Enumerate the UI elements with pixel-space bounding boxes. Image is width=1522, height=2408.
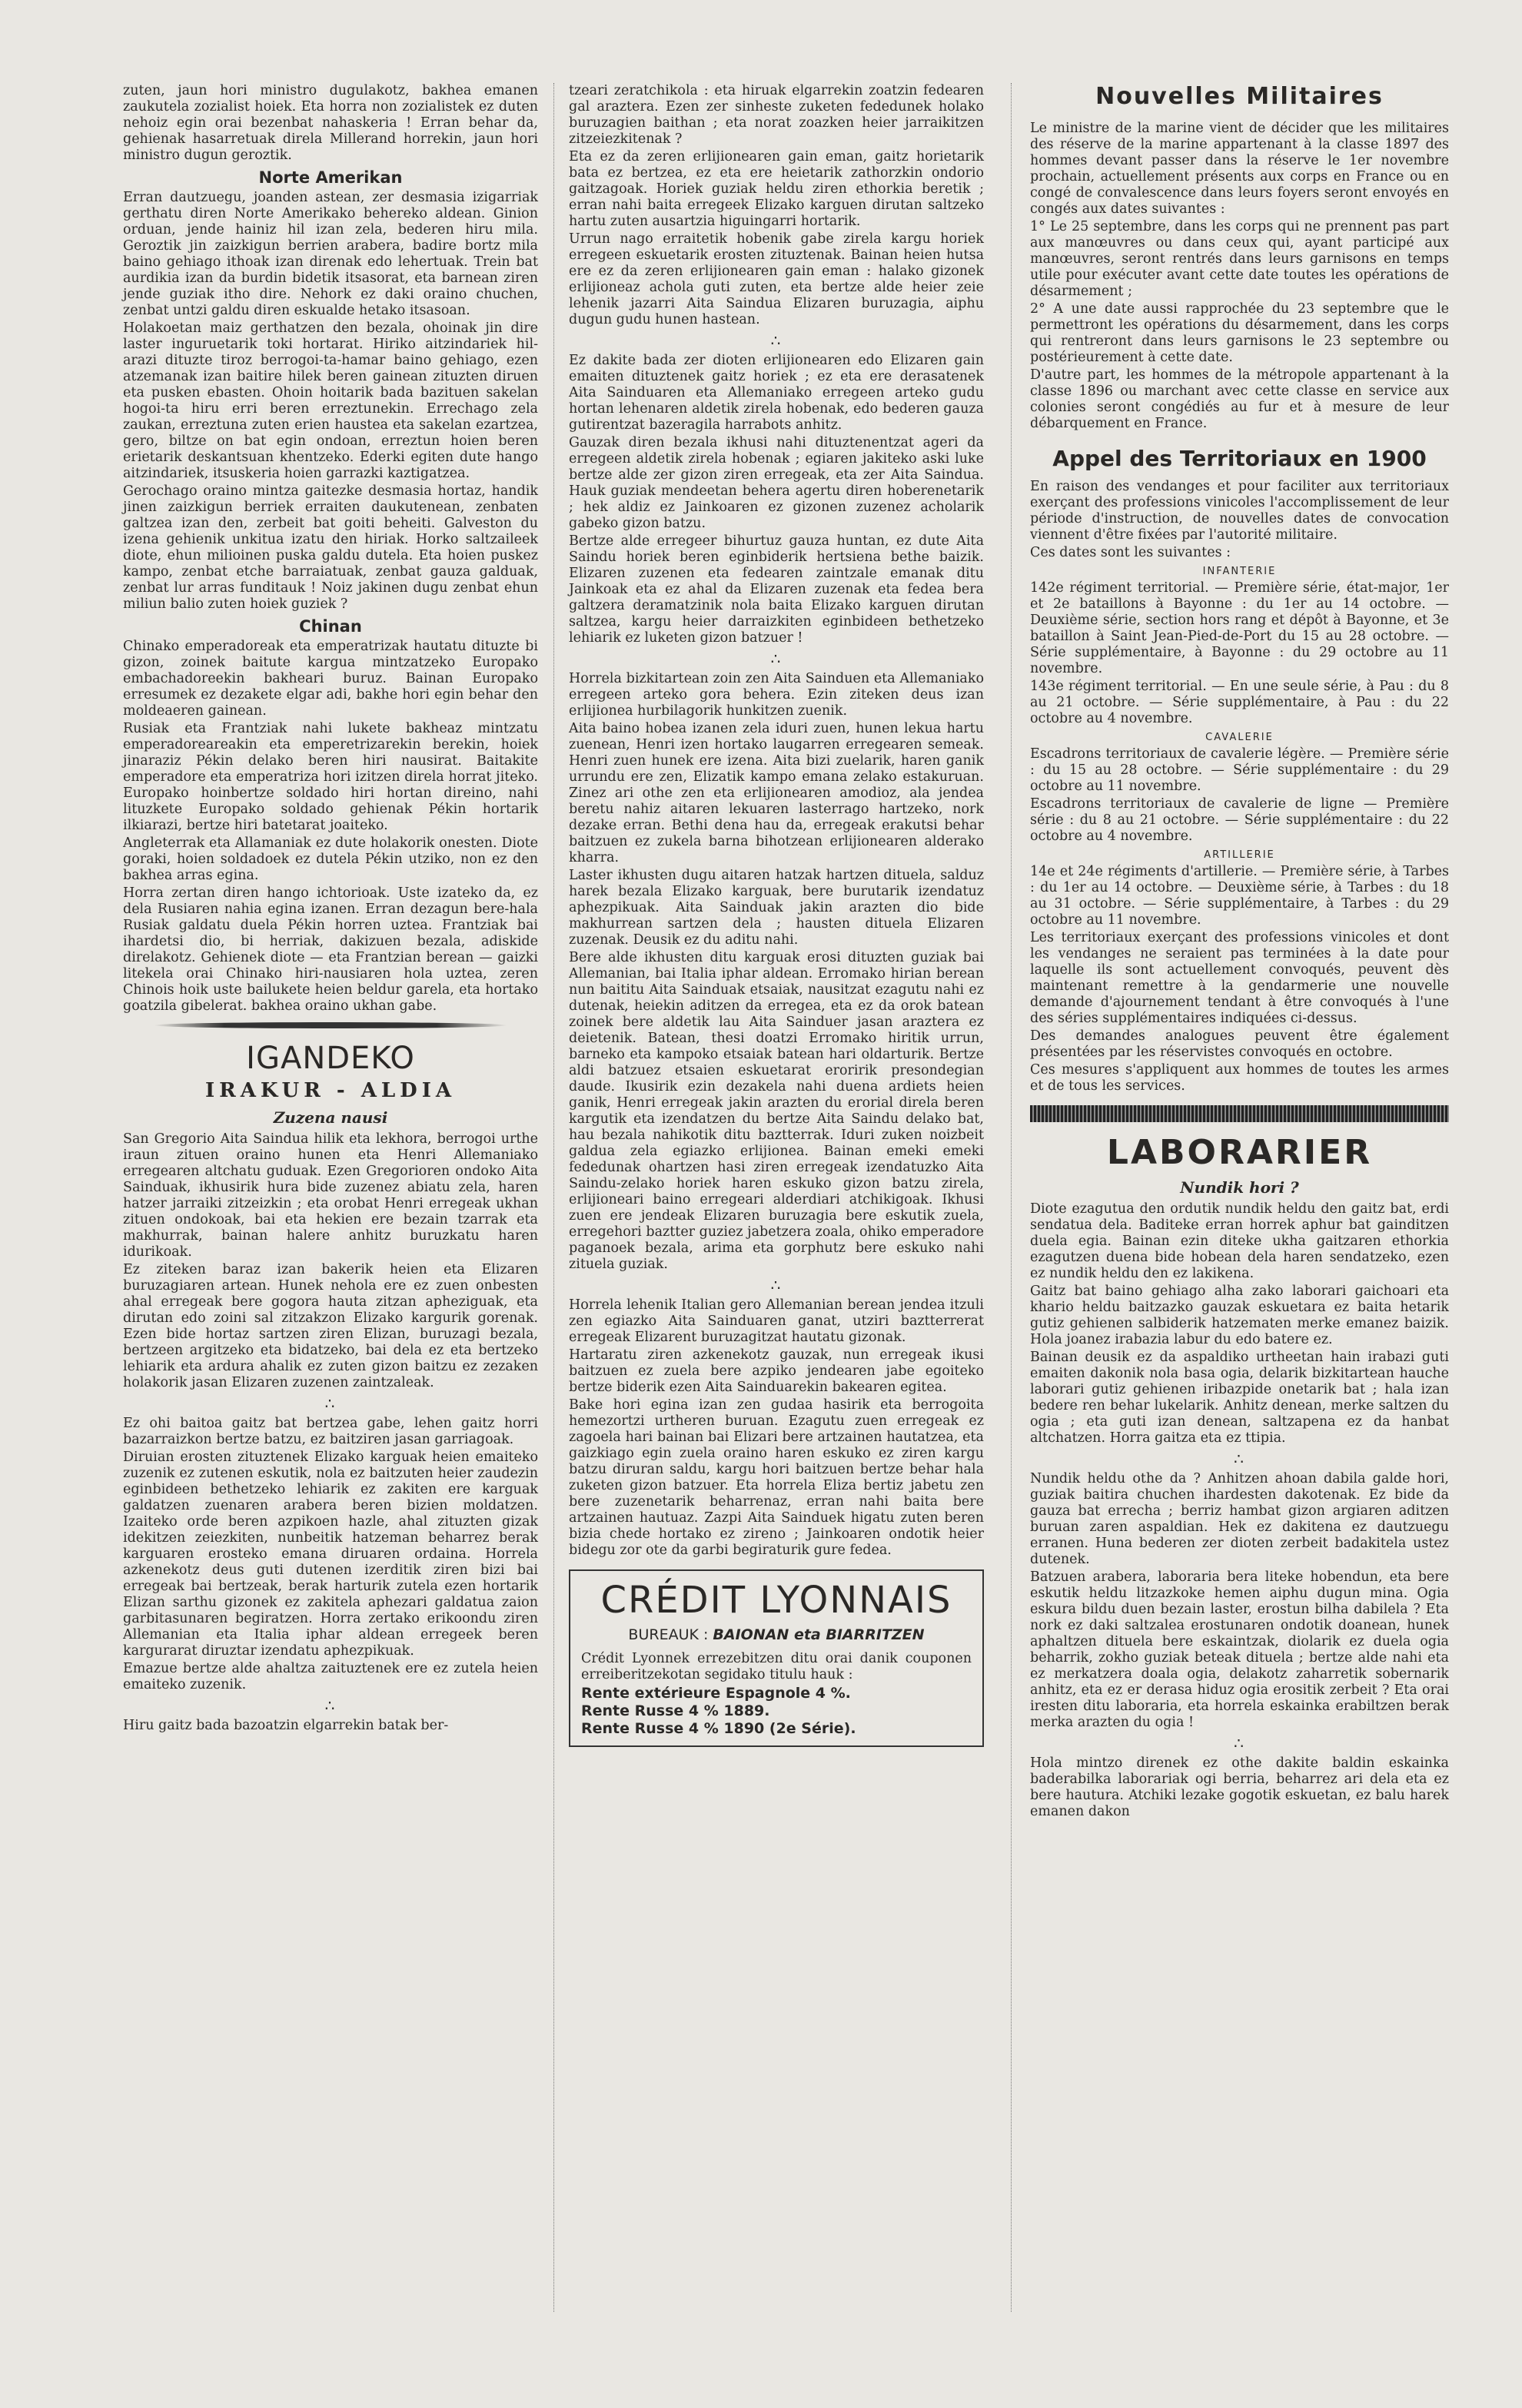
- irakur-aldia-heading: IRAKUR - ALDIA: [204, 1079, 457, 1102]
- credit-lyonnais-advertisement: [569, 1569, 984, 1747]
- article-paragraph: D'autre part, les hommes de la métropole appartenant à la classe 1896 ou marchant avec cette classe en service aux colonies seront congédiés au fur et à mesure de leur débarquement en France.: [1030, 367, 1449, 431]
- offices-label: BUREAUK :: [628, 1626, 709, 1643]
- article-paragraph: Ez dakite bada zer dioten erlijionearen edo Elizaren gain emaiten dituztenek gaitz horiek ; ez eta ere derasatenek Aita Sainduaren eta Allemaniako erregeen arteko gudu hortan lehenaren aldetik zirela hobenak, edo bederen gauza gutirentzat bazeragila harrabots anhitz.: [569, 353, 984, 433]
- article-paragraph: Hartaratu ziren azkenekotz gauzak, nun erregeak ikusi baitzuen ez zuela bere azpiko jendearen jabe egoiteko bertze biderik ezen Aita Sainduarekin bakearen egitea.: [569, 1347, 984, 1395]
- separator-dots: ∴: [324, 1394, 337, 1413]
- article-paragraph: San Gregorio Aita Saindua hilik eta lekhora, berrogoi urthe iraun zituen oraino hunen eta Henri Allemaniako erregearen altchatu guduak. Ezen Gregorioren ondoko Aita Sainduak, ikhusirik hura bide zuzenez abiatu zela, haren hatzer jarraiki zitzeizkin ; eta orobat Henri erregeak ukhan zituen ondokoak, bai eta hekien ere bezain tzarrak eta makhurrak, bainan halere anhitz buruzkatu haren idurikoak.: [123, 1131, 538, 1260]
- subheading-infanterie: INFANTERIE: [1202, 566, 1277, 577]
- decorative-rule: [1030, 1105, 1449, 1122]
- article-paragraph: Chinako emperadoreak eta emperatrizak hautatu dituzte bi gizon, zoinek baitute kargua mintzatzeko Europako embachadoreekin bakheari buruz. Bainan Europako erresumek ez dezakete elgar adi, bakhe hori egin behar den moldeaeren gainean.: [123, 639, 538, 719]
- section-heading-chinan: Chinan: [299, 617, 362, 636]
- article-paragraph: Eta ez da zeren erlijionearen gain eman, gaitz horietarik bata ez bertzea, ez eta ere heietarik zathorzkin ondorio gaitzagoak. Horiek guziak heldu ziren ethorkia beretik ; erran nahi baita erregeek Elizako karguen dirutan saltzeko hartu zuten ausartzia higuingarri hortarik.: [569, 149, 984, 229]
- section-heading-laborarier: LABORARIER: [1106, 1133, 1373, 1172]
- article-paragraph: 2° A une date aussi rapprochée du 23 septembre que le permettront les opérations du désarmement, dans les corps qui rentreront dans leurs garnisons le 23 septembre ou postérieurement à cette date.: [1030, 301, 1449, 365]
- decorative-rule: [154, 1022, 507, 1028]
- article-paragraph: Horrela bizkitartean zoin zen Aita Sainduen eta Allemaniako erregeen arteko gora behera. Ezin ziteken deus izan erlijionea hurbilagorik hunkitzen zuenik.: [569, 671, 984, 719]
- article-paragraph: Aita baino hobea izanen zela iduri zuen, hunen lekua hartu zuenean, Henri izen hortako laugarren erregearen semeak. Henri zuen hunek ere izena. Aita bizi zuelarik, haren ganik urrundu ere zen, Elizatik kampo emana zelako estakuruan. Zinez ari othe zen eta erlijionearen amodioz, ala jendea beretu nahiz aitaren lekuaren lasterrago hartzeko, nork dezake erran. Bethi dena hau da, erregeak erakutsi behar baitzuen ez zukela barna bihotzean erlijionearen alderako kharra.: [569, 721, 984, 865]
- article-paragraph: Angleterrak eta Allamaniak ez dute holakorik onesten. Diote goraki, hoien soldadoek ez dutela Pékin utziko, non ez den bakhea arras egina.: [123, 835, 538, 883]
- article-paragraph: Des demandes analogues peuvent être également présentées par les réservistes convoqués en octobre.: [1030, 1028, 1449, 1060]
- article-paragraph: Bere alde ikhusten ditu karguak erosi dituzten guziak bai Allemanian, bai Italia iphar aldean. Erromako hirian berean nun baititu Aita Sainduak etsaiak, nausitzat ezagutu nahi ez dutenak, heiekin aditzen da erregea, eta ez da orok batean zoinek bere aldetik lau Aita Sainduer jasan araztera ez deietenik. Batean, thesi doatzi Erromako hiritik urrun, barneko eta kampoko etsaiak batean hari oldarturik. Bertze aldi batzuez etsaien eskuetarat eroririk presondegian daude. Ikusirik ezin dezakela nahi duena ardiets heien ganik, Henri erregeak jakin arazten du erorial direla beren kargutik eta izendatzen du bertze Aita Saindu delako bat, hau bezala nahikotik ditu baztterrak. Iduri zuken noizbeit galdua zela egiazko erlijionea. Bainan emeki emeki fededunak ohartzen hasi ziren erregeak izendatuzko Aita Saindu-zelako horiek haren eskuko gizon batzu zirela, erlijioneari baino erregeari alderdiari atchikigoak. Ikhusi zuen ere jendeak Elizaren buruzagia bere eskutik zuela, erregehori baztter guziez jabetzera zoala, ohiko emperadore paganoek bezala, arima eta gorphutz bere eskuko nahi zituela guziak.: [569, 950, 984, 1272]
- article-paragraph: Ces dates sont les suivantes :: [1030, 545, 1231, 560]
- article-paragraph: Erran dautzuegu, joanden astean, zer desmasia izigarriak gerthatu diren Norte Amerikako behereko aldean. Ginion orduan, jende hainiz hil izan zela, bederen hiru mila. Geroztik jin zaizkigun berrien arabera, badire bortz mila baino gehiago ithoak izan direnak edo lehertuak. Trein bat aurdikia izan da burdin bidetik itsasorat, eta barnean ziren jende guziak itho dire. Nehork ez daki oraino chuchen, zenbat untzi galdu diren eskualde hetako itsasoan.: [123, 190, 538, 318]
- article-paragraph: Le ministre de la marine vient de décider que les militaires des réserve de la marine appartenant à la classe 1897 des hommes devant passer dans la réserve le 1er novembre prochain, actuellement présents aux corps en France ou en congé de convalescence dans leurs foyers seront envoyés en congés aux dates suivantes :: [1030, 121, 1449, 217]
- article-title-nundik-hori: Nundik hori ?: [1180, 1178, 1299, 1197]
- article-paragraph: Nundik heldu othe da ? Anhitzen ahoan dabila galde hori, guziak baitira chuchen ihardesten dakotenak. Ez bide da gauza bat errecha ; berriz hambat gizon argiaren aditzen buruan zaren aspaldian. Hek ez dakitena ez dautzuegu erranen. Huna bederen zer dioten zerbeit badakitela ustez dutenek.: [1030, 1471, 1449, 1567]
- rente-line: Rente Russe 4 % 1889.: [581, 1702, 770, 1719]
- rente-line: Rente extérieure Espagnole 4 %.: [581, 1685, 851, 1702]
- column-right: [1030, 83, 1449, 1822]
- article-paragraph: tzeari zeratchikola : eta hiruak elgarrekin zoatzin fedearen gal araztera. Ezen zer sinheste zuketen fededunek holako buruzagien baithan ; eta norat zoazken heier jarraikitzen zitzeiezkitenak ?: [569, 83, 984, 147]
- article-paragraph: 1° Le 25 septembre, dans les corps qui ne prennent pas part aux manœuvres ou dans ceux qui, ayant participé aux manœuvres, seront rentrés dans leurs garnisons en temps utile pour exécuter avant cette date toutes les opérations de désarmement ;: [1030, 219, 1449, 299]
- article-paragraph: Ces mesures s'appliquent aux hommes de toutes les armes et de tous les services.: [1030, 1062, 1449, 1094]
- article-paragraph: Rusiak eta Frantziak nahi lukete bakheaz mintzatu emperadoreareakin eta emperetrizarekin berekin, hoiek jinaraziz Pékin delako beren hiri nausirat. Baitakite emperadore eta emperatriza hori izitzen direla horrat jiteko. Europako hoinbertze soldado hiri hortan direino, nahi lituzkete Europako soldado gehienak Pékin hortarik ilkiarazi, bertze hiri batetarat joaiteko.: [123, 721, 538, 833]
- article-paragraph: Ez ohi baitoa gaitz bat bertzea gabe, lehen gaitz horri bazarraizkon bertze batzu, ez baitziren jasan garriagoak.: [123, 1416, 538, 1447]
- advertisement-title: CRÉDIT LYONNAIS: [600, 1579, 952, 1622]
- article-paragraph: Gauzak diren bezala ikhusi nahi dituztenentzat ageri da erregeen aldetik zirela hobenak ; egiaren jakiteko aski luke bertze alde zer gizon ziren erregeak, eta zer Aita Saindua. Hauk guziak mendeetan behera agertu diren hoberenetarik ; hek aldiz ez Jainkoaren ez gizonen zuzenez acholarik gabeko gizon batzu.: [569, 435, 984, 531]
- article-paragraph: Diruian erosten zituztenek Elizako karguak heien emaiteko zuzenik ez zutenen eskutik, nola ez baitzuten heier zaudezin eginbideen bethetzeko lehiarik ez zakiten ere karguak galdatzen zuenaren arabera beren bizien moldatzen. Izaiteko orde beren azpikoen hazle, ahal zituzten gizak idekitzen zeiezkiten, nunbeitik hatzeman beharrez berak karguaren erosteko emana diruaren ordaina. Horrela azkenekotz deus guti dutenen izerditik ziren bizi bai erregeak bai bertzeak, berak harturik zutela ezen hortarik Elizan sarthu gizonek ez zakitela aphezari galdatua zaion garbitasunaren begiratzen. Horra zertako erikoondu ziren Allemanian eta Italia iphar aldean erregeek beren kargurarat diruztar izendatu aphezpikuak.: [123, 1450, 538, 1659]
- article-paragraph: Ez ziteken baraz izan bakerik heien eta Elizaren buruzagiaren artean. Hunek nehola ere ez zuen onbesten ahal erregeak bere gogora hauta zitzan apheziguak, eta dirutan edo zoini sal zitzakzon Elizako kargurik gorenak. Ezen bide hortaz sartzen ziren Elizan, buruzagi bezala, bertzeen argitzeko eta bidatzeko, bai dela ez eta bertzeko lehiarik eta ardura ahalik ez zuten gizon baitzu ez zezaken holakorik jasan Elizaren zuzenen zaintzaleak.: [123, 1262, 538, 1390]
- article-paragraph: Les territoriaux exerçant des professions vinicoles et dont les vendanges ne seraient pas terminées à la date pour laquelle ils sont actuellement convoqués, peuvent dès maintenant remettre à la gendarmerie une nouvelle demande d'ajournement tendant à être convoqués à l'une des séries supplémentaires indiquées ci-dessus.: [1030, 930, 1449, 1026]
- article-paragraph: Emazue bertze alde ahaltza zaituztenek ere ez zutela heien emaiteko zuzenik.: [123, 1661, 538, 1692]
- article-paragraph: Gaitz bat baino gehiago alha zako laborari gaichoari eta khario heldu baitzazko gauzak eskuetara ez baita hetarik gutiz gehienen salbiderik hatzematen merke emanez baizik. Hola joanez irabazia labur du edo batere ez.: [1030, 1284, 1449, 1347]
- article-paragraph: Horra zertan diren hango ichtorioak. Uste izateko da, ez dela Rusiaren nahia egina izanen. Erran dezagun bere-hala Rusiak galdatu duela Pékin horren uztea. Frantziak bai ihardetsi dio, bi herriak, dakizuen bezala, adiskide direlakotz. Gehienek diote — eta Frantzian berean — gaizki litekela orai Chinako hiri-nausiaren hola uztea, zeren Chinois hoik uste bailukete heien beldur garela, eta hortako goatzila gibelerat. bakhea oraino ukhan gabe.: [123, 885, 538, 1014]
- separator-dots: ∴: [1234, 1450, 1245, 1468]
- offices-places: BAIONAN eta BIARRITZEN: [713, 1626, 925, 1643]
- article-paragraph: Horrela lehenik Italian gero Allemanian berean jendea itzuli zen egiazko Aita Sainduaren ganat, utziri baztterrerat erregeak Elizarent buruzagitzat hautatu gizonak.: [569, 1297, 984, 1345]
- section-heading-appel-territoriaux: Appel des Territoriaux en 1900: [1052, 446, 1427, 471]
- separator-dots: ∴: [324, 1696, 337, 1715]
- igandeko-heading: IGANDEKO: [246, 1041, 415, 1076]
- column-middle: [569, 83, 984, 1747]
- article-paragraph: Hiru gaitz bada bazoatzin elgarrekin batak ber-: [123, 1718, 449, 1733]
- article-paragraph: 143e régiment territorial. — En une seule série, à Pau : du 8 au 21 octobre. — Série supplémentaire, à Pau : du 22 octobre au 4 novembre.: [1030, 679, 1449, 726]
- section-heading-norte-amerikan: Norte Amerikan: [258, 168, 403, 187]
- subheading-cavalerie: CAVALERIE: [1205, 732, 1274, 743]
- article-paragraph: Hola mintzo direnek ez othe dakite baldin eskainka baderabilka laborariak ogi berria, beharrez ari dela eta ez bere hautura. Atchiki lezake gogotik eskuetan, ez balu harek emanen dakon: [1030, 1755, 1449, 1819]
- article-paragraph: Bertze alde erregeer bihurtuz gauza huntan, ez dute Aita Saindu horiek beren eginbiderik hertsiena bethe baizik. Elizaren zuzenen eta fedearen zaintzale emanak ditu Jainkoak eta ez ahal da Elizaren zuzenak eta fedea bera galtzera deramatzinik nola baita Elizako karguen dirutan saltzea, kargu heier darraizkiten eginbideen bethetzeko lehiarik ez luketen gizon batzuer !: [569, 533, 984, 646]
- article-paragraph: En raison des vendanges et pour faciliter aux territoriaux exerçant des professions vinicoles l'accomplissement de leur période d'instruction, de nouvelles dates de convocation viennent d'être fixées par l'autorité militaire.: [1030, 479, 1449, 543]
- advertisement-text: Crédit Lyonnek errezebitzen ditu orai danik couponen erreiberitzekotan segidako titulu hauk :: [581, 1651, 972, 1682]
- column-left: [123, 83, 538, 1735]
- separator-dots: ∴: [770, 649, 783, 668]
- advertisement-offices: [581, 1626, 972, 1643]
- article-paragraph: Bainan deusik ez da aspaldiko urtheetan hain irabazi guti emaiten dakonik nola basa ogia, delarik bizkitartean hauche laborari gutiz gehienen iribazpide onetarik bat ; hala izan bedere ren behar lukelarik. Anhitz denean, merke saltzen du ogia ; eta guti izan denean, saltzapena ez da hanbat altchatzen. Horra gaitza eta ez ttipia.: [1030, 1350, 1449, 1446]
- article-paragraph: 14e et 24e régiments d'artillerie. — Première série, à Tarbes : du 1er au 14 octobre. — Deuxième série, à Tarbes : du 18 au 31 octobre. — Série supplémentaire, à Tarbes : du 29 octobre au 11 novembre.: [1030, 864, 1449, 928]
- separator-dots: ∴: [1234, 1734, 1245, 1752]
- article-paragraph: Batzuen arabera, laboraria bera liteke hobendun, eta bere eskutik heldu litzazkoke hemen aiphu dugun mina. Ogia eskura bildu duen bezain laster, erostun bilha dabilela ? Eta nork ez daki saltzalea erostunaren ondotik doanean, hunek aphaltzen dituela bere eskaintzak, diolarik ez duela ogia beharrik, zokho guziak beteak dituela ; bertze alde nahi eta ez merkatzera doala ogia, delakotz zaharretik sobernarik anhitz, eta ez er derasa hiduz ogia erositik zerbeit ? Eta orai iresten ditu laboraria, eta horrela eskainka erabiltzen berak merka arazten du ogia !: [1030, 1569, 1449, 1730]
- article-paragraph: 142e régiment territorial. — Première série, état-major, 1er et 2e bataillons à Bayonne : du 1er au 14 octobre. — Deuxième série, section hors rang et dépôt à Bayonne, et 3e bataillon à Saint Jean-Pied-de-Port du 15 au 28 octobre. — Série supplémentaire, à Bayonne : du 29 octobre au 11 novembre.: [1030, 580, 1449, 676]
- separator-dots: ∴: [770, 331, 783, 350]
- article-paragraph: Laster ikhusten dugu aitaren hatzak hartzen dituela, salduz harek bezala Elizako karguak, bere burutarik izendatuz aphezpikuak. Aita Sainduak jakin arazten dio bide makhurrean sartzen dela ; hausten dituela Elizaren zuzenak. Deusik ez du aditu nahi.: [569, 868, 984, 948]
- article-paragraph: Gerochago oraino mintza gaitezke desmasia hortaz, handik jinen zaizkigun berriek erraiten daukutenean, zenbaten galtzea izan den, zerbeit bat goiti beheiti. Galveston du izena gehienik unkitua izatu den hiriak. Horko saltzaileek diote, ehun milioinen puska galdu dutela. Eta hoien puskez kampo, zenbat etche barraiatuak, zenbat gauza galduak, zenbat lur arras funditauk ! Noiz jakinen dugu zenbat ehun miliun balio zuten hoiek guziek ?: [123, 483, 538, 612]
- article-paragraph: Urrun nago erraitetik hobenik gabe zirela kargu horiek erregeen eskuetarik erosten zituztenak. Bainan heien hutsa ere ez da zeren erlijionearen gain eman : halako gizonek erlijioneaz achola guti zuten, eta bertze alde heier zeie lehenik jazarri Aita Saindua Elizaren buruzagia, aiphu dugun gudu hunen hastean.: [569, 231, 984, 327]
- article-paragraph: Bake hori egina izan zen gudaa hasirik eta berrogoita hemezortzi urtheren buruan. Ezagutu zuen erregeak ez zagoela hari bainan bai Elizari bere artzainen hautatzea, eta gaizkiago egin zuela oraino haren eskuko ez ziren kargu batzu diruran saldu, kargu hori baitzuen bertze behar hala zuketen gizon batzuer. Eta horrela Eliza bertiz jabetu zen bere zuzenetarik beharrenaz, erran nahi baita bere artzainen hautuaz. Zazpi Aita Sainduek higatu zuten beren bizia chede hortako ez zireno ; Jainkoaren ondotik heier bidegu zor ote da garbi begiraturik gure fedea.: [569, 1397, 984, 1558]
- separator-dots: ∴: [770, 1276, 783, 1294]
- article-paragraph: Escadrons territoriaux de cavalerie de ligne — Première série : du 8 au 21 octobre. — Série supplémentaire : du 22 octobre au 4 novembre.: [1030, 796, 1449, 844]
- article-paragraph: zuten, jaun hori ministro dugulakotz, bakhea emanen zaukutela zozialist hoiek. Eta horra non zozialistek ez duten nehoiz egin orai bezenbat nahaskeria ! Erran behar da, gehienak hasarretuak direla Millerand horrekin, jaun hori ministro dugun geroztik.: [123, 83, 538, 163]
- subheading-artillerie: ARTILLERIE: [1204, 849, 1275, 861]
- section-heading-nouvelles-militaires: Nouvelles Militaires: [1095, 83, 1384, 110]
- rente-line: Rente Russe 4 % 1890 (2e Série).: [581, 1720, 856, 1737]
- article-paragraph: Holakoetan maiz gerthatzen den bezala, ohoinak jin dire laster inguruetarik toki hortarat. Hiriko aitzindariek hil-arazi dituzte tiroz berrogoi-ta-hamar baino gehiago, ezen atzemanak izan baitire hilek beren gainean zituzten diruen eta pusken ebasten. Ohoin hoitarik bada bazituen sakelan hogoi-ta hiru erri beren erreztunekin. Errechago zela zaukan, erreztuna zuten erien haustea eta sakelan ezartzea, gero, biltze on bat egin ondoan, erreztun hoien beren erietarik deskantsuan khentzeko. Ederki egiten dute hango aitzindariek, itsuskeria hoien garrazki kaztigatzea.: [123, 321, 538, 481]
- article-title-zuzena-nausi: Zuzena nausi: [273, 1108, 388, 1127]
- column-divider: [1011, 83, 1012, 2312]
- column-divider: [553, 83, 554, 2312]
- article-paragraph: Escadrons territoriaux de cavalerie légère. — Première série : du 15 au 28 octobre. — Série supplémentaire : du 29 octobre au 11 novembre.: [1030, 746, 1449, 794]
- article-paragraph: Diote ezagutua den ordutik nundik heldu den gaitz bat, erdi sendatua dela. Baditeke erran horrek aphur bat gainditzen duela egia. Bainan ezin diteke ukha gaitzaren ethorkia ezagutzen duena bide hobean dela haren sendatzeko, ezen ez nundik heldu den ez lakikena.: [1030, 1201, 1449, 1281]
